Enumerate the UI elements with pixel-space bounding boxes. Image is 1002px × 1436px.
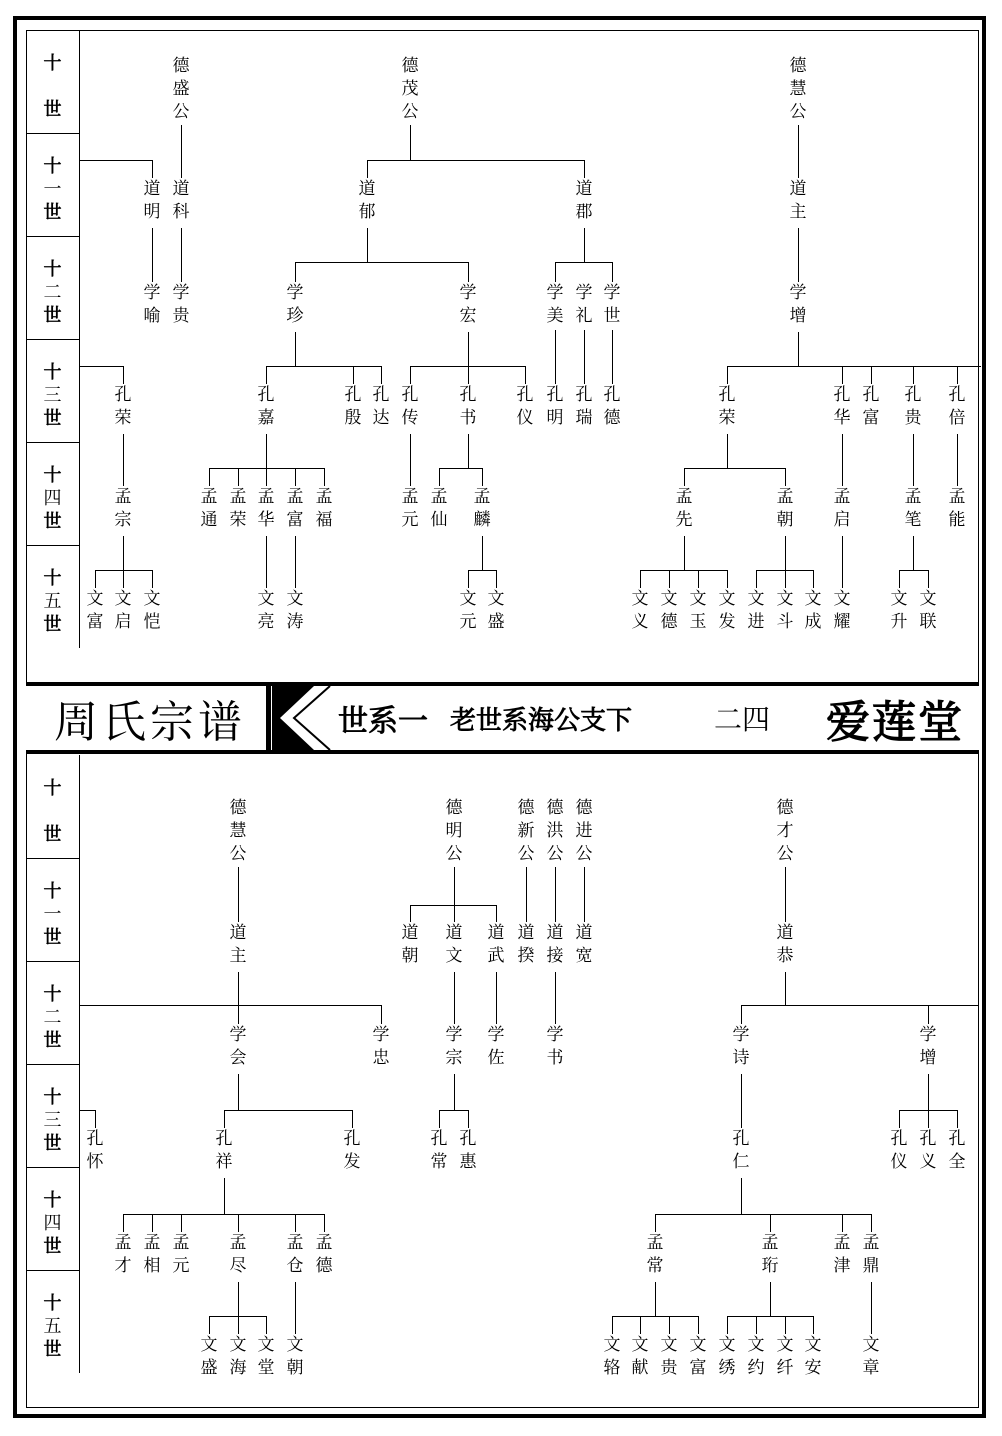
connector-line — [957, 366, 958, 384]
person-name: 孔义 — [919, 1129, 937, 1172]
person-name: 道明 — [143, 179, 161, 222]
person-name: 孔传 — [401, 385, 419, 428]
person-name: 孔荣 — [114, 385, 132, 428]
connector-line — [871, 1282, 872, 1334]
person-name: 孔书 — [459, 385, 477, 428]
connector-line — [655, 1214, 872, 1215]
connector-line — [468, 570, 497, 571]
connector-line — [669, 570, 670, 588]
person-name: 道文 — [445, 923, 463, 966]
person-name: 孔荣 — [718, 385, 736, 428]
connector-line — [584, 228, 585, 262]
connector-line — [353, 366, 354, 384]
generation-label: 十 五 世 — [43, 568, 62, 635]
person-name: 学美 — [546, 283, 564, 326]
person-name: 文升 — [890, 589, 908, 632]
person-name: 孟常 — [646, 1233, 664, 1276]
connector-line — [928, 1110, 929, 1128]
person-name: 孟朝 — [776, 487, 794, 530]
connector-line — [770, 1282, 771, 1316]
connector-line — [785, 570, 786, 588]
person-name: 孟宗 — [114, 487, 132, 530]
person-name: 文辂 — [603, 1335, 621, 1378]
person-name: 道郁 — [358, 179, 376, 222]
connector-line — [727, 570, 728, 588]
connector-line — [496, 570, 497, 588]
person-name: 孟仓 — [286, 1233, 304, 1276]
generation-label: 十 三 世 — [43, 1087, 62, 1154]
connector-line — [80, 366, 124, 367]
person-name: 文海 — [229, 1335, 247, 1378]
person-name: 学世 — [603, 283, 621, 326]
person-name: 学忠 — [372, 1025, 390, 1068]
person-name: 孟元 — [172, 1233, 190, 1276]
connector-line — [482, 468, 483, 486]
generation-label: 十 二 世 — [43, 984, 62, 1051]
connector-line — [727, 434, 728, 468]
connector-line — [224, 1110, 353, 1111]
connector-line — [727, 366, 981, 367]
generation-row-divider — [26, 961, 80, 962]
person-name: 德慧公 — [229, 798, 247, 864]
connector-line — [526, 867, 527, 922]
person-name: 文盛 — [487, 589, 505, 632]
connector-line — [669, 1316, 670, 1334]
book-title: 周氏宗谱 — [54, 697, 246, 748]
person-name: 孟富 — [286, 487, 304, 530]
connector-line — [295, 1282, 296, 1334]
connector-line — [640, 570, 728, 571]
person-name: 道科 — [172, 179, 190, 222]
person-name: 孟麟 — [473, 487, 491, 530]
person-name: 孔发 — [343, 1129, 361, 1172]
connector-line — [842, 1214, 843, 1232]
person-name: 文恺 — [143, 589, 161, 632]
person-name: 学增 — [919, 1025, 937, 1068]
person-name: 学珍 — [286, 283, 304, 326]
connector-line — [957, 434, 958, 486]
connector-line — [640, 570, 641, 588]
connector-line — [555, 972, 556, 1024]
connector-line — [584, 330, 585, 384]
connector-line — [454, 905, 455, 922]
person-name: 文献 — [631, 1335, 649, 1378]
connector-line — [842, 366, 843, 384]
connector-line — [741, 1074, 742, 1128]
connector-line — [482, 536, 483, 570]
person-name: 孟福 — [315, 487, 333, 530]
person-name: 孔瑞 — [575, 385, 593, 428]
connector-line — [612, 330, 613, 384]
person-name: 孔富 — [862, 385, 880, 428]
connector-line — [727, 1316, 728, 1334]
person-name: 学书 — [546, 1025, 564, 1068]
connector-line — [871, 366, 872, 384]
person-name: 文堂 — [257, 1335, 275, 1378]
connector-line — [152, 160, 153, 178]
connector-line — [928, 1074, 929, 1110]
connector-line — [798, 125, 799, 178]
connector-line — [525, 366, 526, 384]
connector-line — [770, 1214, 771, 1232]
person-name: 道恭 — [776, 923, 794, 966]
connector-line — [555, 330, 556, 384]
hall-name: 爱莲堂 — [826, 697, 964, 748]
connector-line — [741, 1178, 742, 1214]
generation-label: 十 世 — [43, 778, 62, 845]
generation-label: 十 二 世 — [43, 259, 62, 326]
connector-line — [496, 905, 497, 922]
connector-line — [224, 1110, 225, 1128]
connector-line — [123, 1214, 124, 1232]
connector-line — [957, 1110, 958, 1128]
person-name: 德明公 — [445, 798, 463, 864]
connector-line — [640, 1316, 641, 1334]
connector-line — [785, 972, 786, 1005]
connector-line — [842, 434, 843, 486]
connector-line — [468, 1110, 469, 1128]
connector-line — [555, 262, 613, 263]
person-name: 学宏 — [459, 283, 477, 326]
connector-line — [381, 1005, 382, 1024]
person-name: 文亮 — [257, 589, 275, 632]
person-name: 学宗 — [445, 1025, 463, 1068]
connector-line — [727, 366, 728, 384]
connector-line — [871, 1214, 872, 1232]
person-name: 道揆 — [517, 923, 535, 966]
connector-line — [439, 1110, 469, 1111]
connector-line — [410, 125, 411, 160]
generation-label: 十 三 世 — [43, 362, 62, 429]
person-name: 孟仙 — [430, 487, 448, 530]
connector-line — [367, 160, 585, 161]
connector-line — [468, 262, 469, 282]
person-name: 孔倍 — [948, 385, 966, 428]
person-name: 学诗 — [732, 1025, 750, 1068]
person-name: 孔惠 — [459, 1129, 477, 1172]
generation-row-divider — [26, 339, 80, 340]
person-name: 德新公 — [517, 798, 535, 864]
connector-line — [295, 332, 296, 366]
connector-line — [266, 536, 267, 588]
connector-line — [238, 867, 239, 922]
connector-line — [741, 1005, 979, 1006]
person-name: 文发 — [718, 589, 736, 632]
person-name: 道接 — [546, 923, 564, 966]
connector-line — [266, 366, 382, 367]
person-name: 孟津 — [833, 1233, 851, 1276]
connector-line — [238, 972, 239, 1024]
connector-line — [410, 905, 411, 922]
person-name: 德茂公 — [401, 56, 419, 122]
person-name: 孔全 — [948, 1129, 966, 1172]
person-name: 德洪公 — [546, 798, 564, 864]
person-name: 德慧公 — [789, 56, 807, 122]
generation-row-divider — [26, 545, 80, 546]
connector-line — [899, 570, 900, 588]
connector-line — [95, 570, 153, 571]
connector-line — [152, 570, 153, 588]
connector-line — [798, 332, 799, 366]
connector-line — [439, 468, 483, 469]
connector-line — [181, 125, 182, 178]
arrow-icon — [272, 686, 332, 750]
generation-label: 十 世 — [43, 53, 62, 120]
generation-row-divider — [26, 1270, 80, 1271]
connector-line — [928, 1005, 929, 1024]
connector-line — [842, 536, 843, 588]
connector-line — [468, 434, 469, 468]
person-name: 孔贵 — [904, 385, 922, 428]
person-name: 德进公 — [575, 798, 593, 864]
person-name: 道宽 — [575, 923, 593, 966]
connector-line — [266, 468, 267, 486]
person-name: 文耀 — [833, 589, 851, 632]
connector-line — [454, 867, 455, 905]
generation-label: 十 五 世 — [43, 1293, 62, 1360]
person-name: 孟能 — [948, 487, 966, 530]
connector-line — [80, 1005, 382, 1006]
person-name: 文朝 — [286, 1335, 304, 1378]
connector-line — [123, 434, 124, 486]
page-number: 二四 — [714, 703, 771, 736]
connector-line — [224, 1178, 225, 1214]
connector-line — [756, 1316, 757, 1334]
connector-line — [913, 366, 914, 384]
connector-line — [684, 536, 685, 570]
person-name: 道武 — [487, 923, 505, 966]
generation-row-divider — [26, 442, 80, 443]
connector-line — [584, 867, 585, 922]
connector-line — [295, 1214, 296, 1232]
connector-line — [410, 434, 411, 486]
person-name: 孟先 — [675, 487, 693, 530]
connector-line — [741, 1005, 742, 1024]
connector-line — [439, 1110, 440, 1128]
person-name: 学礼 — [575, 283, 593, 326]
connector-line — [698, 1316, 699, 1334]
connector-line — [324, 1214, 325, 1232]
person-name: 文纤 — [776, 1335, 794, 1378]
person-name: 孟启 — [833, 487, 851, 530]
connector-line — [439, 468, 440, 486]
banner-divider — [266, 686, 271, 750]
connector-line — [410, 366, 411, 384]
connector-line — [266, 366, 267, 384]
connector-line — [496, 972, 497, 1024]
connector-line — [152, 1214, 153, 1232]
person-name: 道朝 — [401, 923, 419, 966]
person-name: 孔祥 — [215, 1129, 233, 1172]
person-name: 孔德 — [603, 385, 621, 428]
connector-line — [913, 434, 914, 486]
connector-line — [352, 1110, 353, 1128]
connector-line — [468, 366, 469, 384]
person-name: 文元 — [459, 589, 477, 632]
section-label: 世系一 — [338, 704, 428, 739]
connector-line — [181, 228, 182, 282]
person-name: 孔常 — [430, 1129, 448, 1172]
person-name: 孔嘉 — [257, 385, 275, 428]
connector-line — [181, 1214, 182, 1232]
connector-line — [785, 867, 786, 922]
connector-line — [95, 1110, 96, 1128]
connector-line — [454, 972, 455, 1024]
person-name: 孟德 — [315, 1233, 333, 1276]
person-name: 文涛 — [286, 589, 304, 632]
connector-line — [123, 536, 124, 570]
person-name: 文进 — [747, 589, 765, 632]
person-name: 学增 — [789, 283, 807, 326]
connector-line — [454, 1074, 455, 1110]
connector-line — [468, 570, 469, 588]
person-name: 德才公 — [776, 798, 794, 864]
connector-line — [266, 434, 267, 468]
connector-line — [238, 1316, 239, 1334]
person-name: 道主 — [229, 923, 247, 966]
connector-line — [612, 1316, 613, 1334]
person-name: 孟华 — [257, 487, 275, 530]
connector-line — [913, 536, 914, 570]
person-name: 孟才 — [114, 1233, 132, 1276]
connector-line — [123, 570, 124, 588]
connector-line — [928, 570, 929, 588]
connector-line — [95, 570, 96, 588]
person-name: 道主 — [789, 179, 807, 222]
generation-row-divider — [26, 1064, 80, 1065]
person-name: 文联 — [919, 589, 937, 632]
person-name: 学佐 — [487, 1025, 505, 1068]
person-name: 孔达 — [372, 385, 390, 428]
person-name: 文启 — [114, 589, 132, 632]
person-name: 孟笔 — [904, 487, 922, 530]
person-name: 孔仁 — [732, 1129, 750, 1172]
connector-line — [655, 1282, 656, 1316]
person-name: 文贵 — [660, 1335, 678, 1378]
connector-line — [80, 1110, 96, 1111]
person-name: 道郡 — [575, 179, 593, 222]
person-name: 文富 — [689, 1335, 707, 1378]
person-name: 孟通 — [200, 487, 218, 530]
connector-line — [238, 1214, 239, 1232]
person-name: 德盛公 — [172, 56, 190, 122]
connector-line — [152, 228, 153, 282]
connector-line — [80, 160, 153, 161]
connector-line — [612, 1316, 699, 1317]
connector-line — [798, 228, 799, 282]
person-name: 文绣 — [718, 1335, 736, 1378]
person-name: 孔明 — [546, 385, 564, 428]
person-name: 孔仪 — [516, 385, 534, 428]
person-name: 孔华 — [833, 385, 851, 428]
connector-line — [367, 228, 368, 262]
connector-line — [367, 160, 368, 178]
connector-line — [899, 570, 929, 571]
person-name: 文章 — [862, 1335, 880, 1378]
generation-row-divider — [26, 133, 80, 134]
person-name: 孔仪 — [890, 1129, 908, 1172]
connector-line — [295, 262, 296, 282]
connector-line — [295, 536, 296, 588]
connector-line — [238, 468, 239, 486]
connector-line — [813, 1316, 814, 1334]
title-banner — [26, 682, 979, 754]
person-name: 文斗 — [776, 589, 794, 632]
person-name: 孟珩 — [761, 1233, 779, 1276]
connector-line — [295, 468, 296, 486]
person-name: 文约 — [747, 1335, 765, 1378]
connector-line — [555, 867, 556, 922]
person-name: 文义 — [631, 589, 649, 632]
connector-line — [555, 262, 556, 282]
connector-line — [324, 468, 325, 486]
person-name: 学会 — [229, 1025, 247, 1068]
person-name: 孔怀 — [86, 1129, 104, 1172]
connector-line — [381, 366, 382, 384]
connector-line — [238, 1282, 239, 1316]
person-name: 文安 — [804, 1335, 822, 1378]
generation-row-divider — [26, 236, 80, 237]
connector-line — [238, 1074, 239, 1110]
generation-label: 十 四 世 — [43, 1190, 62, 1257]
person-name: 孟荣 — [229, 487, 247, 530]
person-name: 文盛 — [200, 1335, 218, 1378]
person-name: 文成 — [804, 589, 822, 632]
generation-label: 十 一 世 — [43, 881, 62, 948]
person-name: 学喻 — [143, 283, 161, 326]
person-name: 孟尽 — [229, 1233, 247, 1276]
connector-line — [813, 570, 814, 588]
person-name: 孟元 — [401, 487, 419, 530]
person-name: 文玉 — [689, 589, 707, 632]
connector-line — [123, 366, 124, 384]
person-name: 文德 — [660, 589, 678, 632]
person-name: 孔殷 — [344, 385, 362, 428]
connector-line — [684, 468, 786, 469]
connector-line — [655, 1214, 656, 1232]
person-name: 孟鼎 — [862, 1233, 880, 1276]
connector-line — [899, 1110, 900, 1128]
person-name: 孟相 — [143, 1233, 161, 1276]
connector-line — [785, 536, 786, 570]
connector-line — [756, 570, 757, 588]
connector-line — [209, 1316, 210, 1334]
connector-line — [209, 468, 325, 469]
connector-line — [684, 468, 685, 486]
connector-line — [468, 332, 469, 366]
connector-line — [698, 570, 699, 588]
connector-line — [266, 1316, 267, 1334]
generation-label: 十 一 世 — [43, 156, 62, 223]
person-name: 学贵 — [172, 283, 190, 326]
connector-line — [584, 160, 585, 178]
generation-label: 十 四 世 — [43, 465, 62, 532]
connector-line — [295, 262, 469, 263]
generation-row-divider — [26, 858, 80, 859]
person-name: 文富 — [86, 589, 104, 632]
connector-line — [785, 468, 786, 486]
connector-line — [209, 468, 210, 486]
connector-line — [612, 262, 613, 282]
connector-line — [785, 1316, 786, 1334]
branch-label: 老世系海公支下 — [450, 705, 633, 736]
connector-line — [727, 1316, 814, 1317]
generation-row-divider — [26, 1167, 80, 1168]
